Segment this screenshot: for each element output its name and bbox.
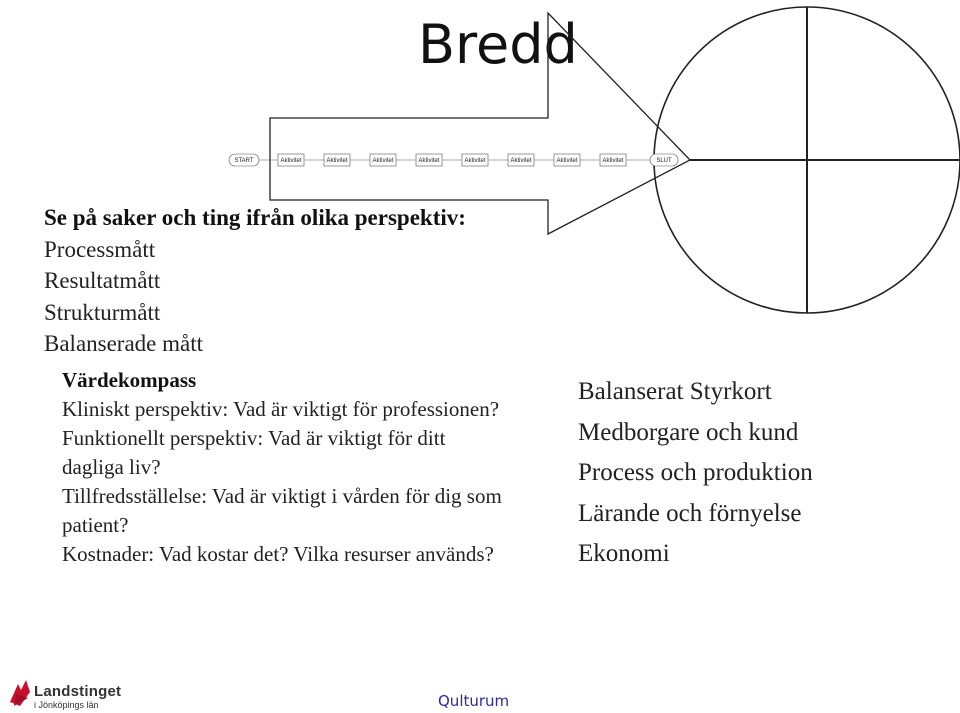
balanserat-heading: Balanserat Styrkort — [578, 378, 772, 405]
flow-activity-label: Aktivitet — [326, 158, 348, 164]
flow-activity-label: Aktivitet — [510, 158, 532, 164]
vardekompass-item: Kostnader: Vad kostar det? Vilka resurser används? — [62, 542, 494, 566]
flow-activity — [370, 154, 396, 166]
perspective-item: Resultatmått — [44, 268, 161, 293]
flow-activity-label: Aktivitet — [418, 158, 440, 164]
flow-end-label: SLUT — [656, 158, 672, 164]
flow-activity — [554, 154, 580, 166]
vardekompass-item: Funktionellt perspektiv: Vad är viktigt för ditt dagliga liv? — [62, 426, 446, 479]
perspectives-section — [44, 202, 466, 360]
flow-end — [650, 154, 678, 166]
vardekompass-item: Tillfredsställelse: Vad är viktigt i vården för dig som patient? — [62, 484, 502, 537]
vardekompass-heading: Värdekompass — [62, 368, 197, 392]
flow-activity — [324, 154, 350, 166]
flow-activity-label: Aktivitet — [602, 158, 624, 164]
flow-activity-label: Aktivitet — [280, 158, 302, 164]
balanserat-item: Ekonomi — [578, 540, 670, 567]
flow-activity — [508, 154, 534, 166]
balanserat-item: Medborgare och kund — [578, 418, 799, 446]
balanserat-item: Lärande och förnyelse — [578, 499, 802, 527]
flow-start — [229, 154, 259, 166]
flow-activity — [600, 154, 626, 166]
vardekompass-section — [62, 366, 507, 569]
qulturum-brand: Qulturum — [438, 692, 510, 710]
perspectives-heading: Se på saker och ting ifrån olika perspektiv: — [44, 205, 466, 230]
process-arrow-outline — [270, 13, 690, 234]
flow-start-label: START — [234, 158, 254, 164]
flow-activity — [462, 154, 488, 166]
flow-activity-label: Aktivitet — [464, 158, 486, 164]
logo-sub-text: i Jönköpings län — [34, 700, 99, 710]
balanserat-item: Process och produktion — [578, 459, 813, 486]
balanserat-styrkort-section — [578, 372, 813, 575]
page-title: Bredd — [418, 13, 578, 76]
perspective-item: Processmått — [44, 236, 156, 262]
flow-activity — [416, 154, 442, 166]
landstinget-logo — [34, 684, 121, 711]
flow-activity-label: Aktivitet — [372, 158, 394, 164]
perspective-item: Strukturmått — [44, 299, 161, 325]
vardekompass-item: Kliniskt perspektiv: Vad är viktigt för professionen? — [62, 397, 500, 421]
flow-activity — [278, 154, 304, 166]
logo-main-text: Landstinget — [34, 683, 122, 700]
flow-activity-label: Aktivitet — [556, 158, 578, 164]
perspective-item: Balanserade mått — [44, 331, 204, 356]
